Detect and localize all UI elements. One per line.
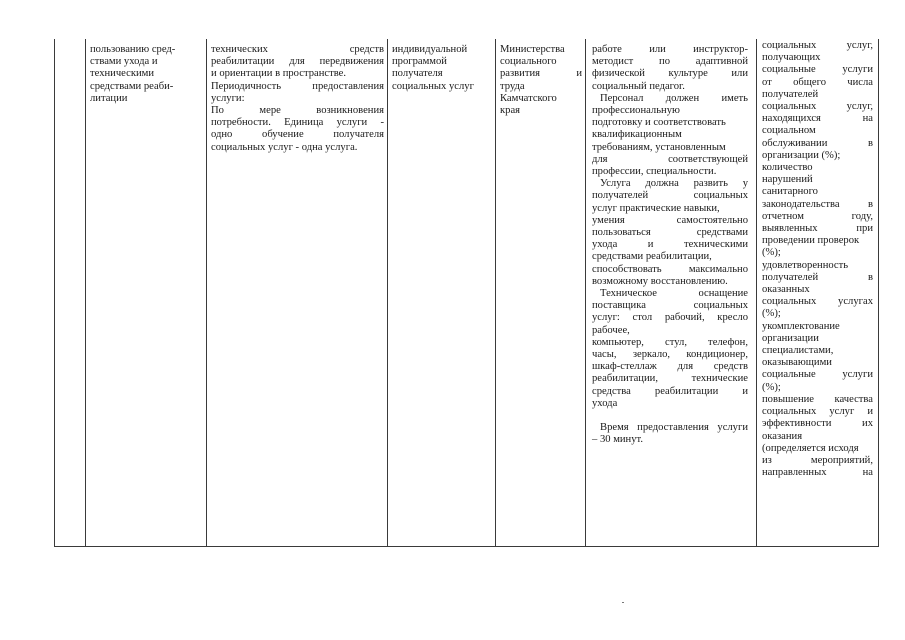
text-line: ствами ухода и [90,56,158,68]
text-line: По мере возникновения [211,105,384,117]
text-line: квалификационным [592,129,682,141]
text-line: санитарного [762,186,818,198]
service-name-cell [86,39,206,105]
text-line: получателей [762,88,819,100]
delivery-terms-cell [388,39,495,93]
text-line: реабилитации, технические [592,373,748,385]
text-line: оказания [762,430,803,442]
table-column-cost [496,39,586,546]
text-line: индивидуальной [392,44,468,55]
text-line: потребности. Единица услуги - [211,117,384,129]
text-line: выявленных при [762,223,873,235]
description-cell [207,39,387,154]
text-line: услуг практические навыки, [592,202,720,214]
text-line: работе или инструктор- [592,44,748,55]
text-line: социальные услуги [762,369,873,381]
text-line: способствовать максимально [592,263,748,275]
text-line: социальный педагог. [592,80,685,92]
text-line: социальных услуг, [762,40,873,51]
services-table [54,39,879,547]
table-column-performance-indicators [757,39,878,546]
quality-standards-cell [586,39,756,447]
text-line: развития и [500,68,582,80]
text-line: (определяется исходя [762,442,859,454]
text-line: края [500,105,521,117]
text-line: и ориентации в пространстве. [211,68,346,80]
text-line: часы, зеркало, кондиционер, [592,349,748,361]
text-line: возможному восстановлению. [592,275,728,287]
text-line: эффективности их [762,418,873,430]
text-line: повышение качества [762,393,873,405]
text-line: Персонал должен иметь [600,92,748,104]
text-line: количество [762,162,813,174]
text-line: организации (%); [762,149,841,161]
text-line: услуг: стол рабочий, кресло [592,312,748,324]
text-line: социальном [762,125,816,137]
table-column-number [55,39,86,546]
text-line: нарушений [762,174,813,186]
text-line: удовлетворенность [762,259,849,271]
text-line: поставщика социальных [592,300,748,312]
text-line: организации [762,332,819,344]
text-line: получающих [762,52,821,64]
scan-speck [622,602,624,603]
text-line: методист по адаптивной [592,56,748,68]
text-line: от общего числа [762,76,873,88]
text-line: средства реабилитации и [592,385,748,397]
text-line: проведении проверок [762,235,860,247]
spacer [592,410,748,422]
table-column-description [207,39,388,546]
performance-indicators-cell [757,39,878,479]
text-line: получателей в [762,271,873,283]
text-line: техническими [90,68,155,80]
text-line: (%); [762,308,781,320]
text-line: социальных услугах [762,296,873,308]
text-line: законодательства в [762,198,873,210]
text-line: Услуга должна развить у [600,178,748,190]
text-line: литации [90,92,128,104]
text-line: (%); [762,381,781,393]
text-line: оказывающими [762,357,832,369]
text-line: из мероприятий, [762,454,873,466]
text-line: социальных услуг, [762,101,873,113]
text-line: оказанных [762,284,810,296]
text-line: – 30 минут. [592,434,644,446]
text-line: требованиям, установленным [592,141,726,153]
text-line: отчетном году, [762,210,873,222]
text-line: специалистами, [762,345,834,357]
text-line: социальных услуг и [762,406,873,418]
text-line: социального [500,56,557,68]
cost-cell [496,39,585,117]
table-column-quality-standards [586,39,757,546]
text-line: социальных услуг [392,80,474,92]
text-line: Время предоставления услуги [600,422,748,434]
text-line: программой [392,56,447,68]
text-line: ухода и техническими [592,239,748,251]
text-line: одно обучение получателя [211,129,384,141]
text-line: получателей социальных [592,190,748,202]
text-line: профессии, специальности. [592,166,717,178]
text-line: рабочее, [592,324,630,336]
text-line: находящихся на [762,113,873,125]
text-line: умения самостоятельно [592,214,748,226]
text-line: Министерства [500,44,565,55]
text-line: технических средств [211,44,384,55]
text-line: пользованию сред- [90,44,176,55]
table-column-delivery-terms [388,39,496,546]
text-line: шкаф-стеллаж для средств [592,361,748,373]
text-line: обслуживании в [762,137,873,149]
text-line: получателя [392,68,443,80]
text-line: труда [500,80,525,92]
text-line: Камчатского [500,92,557,104]
text-line: физической культуре или [592,68,748,80]
text-line: Техническое оснащение [600,288,748,300]
text-line: (%); [762,247,781,259]
text-line: компьютер, стул, телефон, [592,336,748,348]
text-line: ухода [592,397,618,409]
text-line: социальных услуг - одна услуга. [211,141,358,153]
text-line: реабилитации для передвижения [211,56,384,68]
text-line: направленных на [762,467,873,479]
text-line: средствами реаби- [90,80,174,92]
text-line: для соответствующей [592,153,748,165]
text-line: укомплектование [762,320,840,332]
text-line: средствами реабилитации, [592,251,712,263]
text-line: подготовку и соответствовать [592,117,726,129]
text-line: услуги: [211,92,245,104]
text-line: социальные услуги [762,64,873,76]
table-column-service-name [86,39,207,546]
text-line: пользоваться средствами [592,227,748,239]
text-line: Периодичность предоставления [211,80,384,92]
text-line: профессиональную [592,105,680,117]
